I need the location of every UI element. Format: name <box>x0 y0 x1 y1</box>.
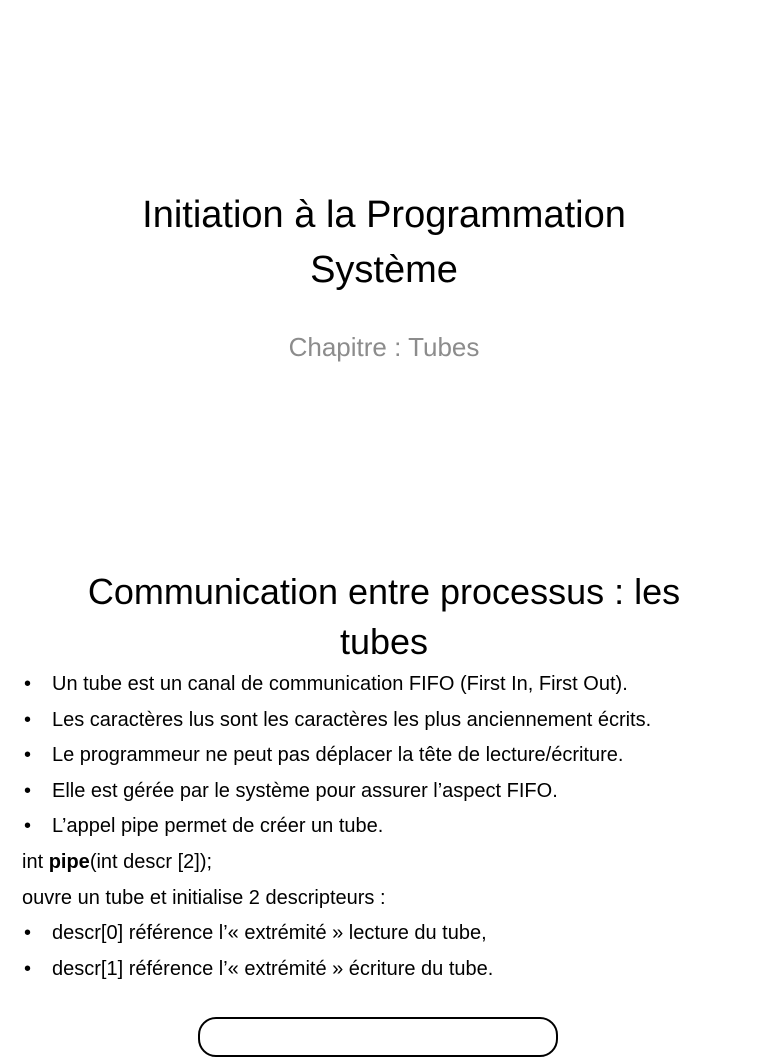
heading-line-2: tubes <box>339 621 429 662</box>
bullet-item <box>22 667 762 703</box>
bullet-dot: • <box>24 744 32 767</box>
heading-line-1: Communication entre processus : les <box>87 571 681 612</box>
bullet-text: L’appel pipe permet de créer un tube. <box>52 815 384 838</box>
bullet-item <box>22 703 762 739</box>
bullet-text: Le programmeur ne peut pas déplacer la tête de lecture/écriture. <box>52 744 624 767</box>
bullet-text: descr[0] référence l’« extrémité » lecture du tube, <box>52 922 487 945</box>
slide-tubes <box>0 540 768 1024</box>
bullet-item <box>22 809 762 845</box>
code-prefix: int <box>22 850 49 873</box>
bullet-text: descr[1] référence l’« extrémité » écriture du tube. <box>52 957 494 980</box>
bullet-dot: • <box>24 922 32 945</box>
bullet-item <box>22 738 762 774</box>
bullet-dot: • <box>24 673 32 695</box>
code-suffix: (int descr [2]); <box>89 850 213 873</box>
bullet-dot: • <box>24 957 32 980</box>
bullet-item <box>22 952 762 988</box>
slide-heading <box>0 567 768 667</box>
title-line-1: Initiation à la Programmation <box>142 194 626 236</box>
diagram-shape <box>198 1017 558 1057</box>
bullet-text: Un tube est un canal de communication FIFO (First In, First Out). <box>52 673 628 695</box>
slide-body <box>22 667 762 987</box>
plain-text-line: ouvre un tube et initialise 2 descripteurs : <box>22 886 386 909</box>
slide-subtitle: Chapitre : Tubes <box>288 332 480 362</box>
slide-title-heading <box>0 188 768 298</box>
bullet-dot: • <box>24 708 32 731</box>
code-signature <box>22 845 762 881</box>
bullet-text: Les caractères lus sont les caractères les plus anciennement écrits. <box>52 708 652 731</box>
code-function-name: pipe <box>48 850 90 873</box>
bullet-dot: • <box>24 779 32 802</box>
bullet-item <box>22 774 762 810</box>
bullet-dot: • <box>24 815 32 838</box>
bullet-item <box>22 916 762 952</box>
title-line-2: Système <box>310 249 458 291</box>
bullet-text: Elle est gérée par le système pour assurer l’aspect FIFO. <box>52 779 558 802</box>
